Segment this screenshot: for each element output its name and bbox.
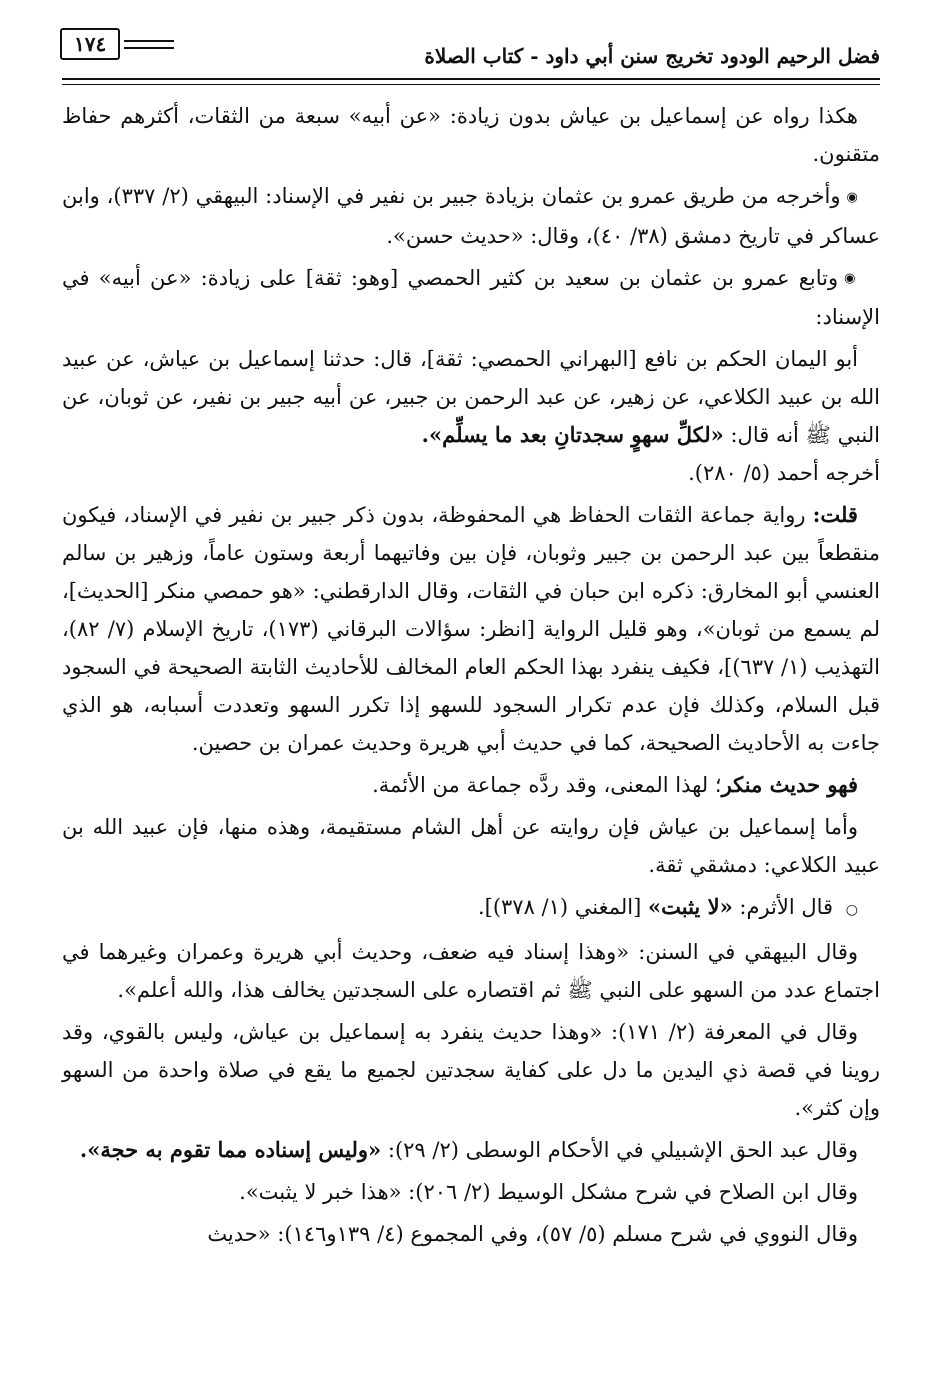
isnad-text: أبو اليمان الحكم بن نافع [البهراني الحمصي: ثقة]، قال: حدثنا إسماعيل بن عياش، عن عبيد الله بن عبيد الكلاعي، عن زهير، عن عبد الرحمن بن جبير، عن أبيه جبير بن نفير، عن ثوبان، عن النبي ﷺ أنه قال:	[62, 347, 880, 447]
paragraph-text: [المغني (١/ ٣٧٨)].	[477, 895, 642, 919]
paragraph: هكذا رواه عن إسماعيل بن عياش بدون زيادة: «عن أبيه» سبعة من الثقات، أكثرهم حفاظ متقنون.	[62, 104, 880, 166]
page-body	[62, 97, 880, 1253]
paragraph: وقال النووي في شرح مسلم (٥/ ٥٧)، وفي المجموع (٤/ ١٣٩و١٤٦): «حديث	[207, 1222, 858, 1246]
paragraph	[62, 766, 880, 804]
takhrij-text: أخرجه أحمد (٥/ ٢٨٠).	[688, 461, 880, 485]
paragraph-text: وتابع عمرو بن عثمان بن سعيد بن كثير الحمصي [وهو: ثقة] على زيادة: «عن أبيه» في الإسناد:	[62, 265, 880, 329]
paragraph	[62, 888, 880, 929]
paragraph-text: وأخرجه من طريق عمرو بن عثمان بزيادة جبير بن نفير في الإسناد: البيهقي (٢/ ٣٣٧)، وابن عساكر في تاريخ دمشق (٣٨/ ٤٠)، وقال: «حديث حسن».	[62, 184, 880, 248]
paragraph	[62, 496, 880, 762]
page-number: ١٧٤	[60, 28, 120, 60]
paragraph: وأما إسماعيل بن عياش فإن روايته عن أهل الشام مستقيمة، وهذه منها، فإن عبيد الله بن عبيد الكلاعي: دمشقي ثقة.	[62, 815, 880, 877]
paragraph: وقال البيهقي في السنن: «وهذا إسناد فيه ضعف، وحديث أبي هريرة وعمران وغيرهما في اجتماع عدد من السهو على النبي ﷺ ثم اقتصاره على السجدتين يخالف هذا، والله أعلم».	[62, 940, 880, 1002]
verdict-label: فهو حديث منكر	[721, 772, 858, 797]
page-number-rule	[124, 40, 174, 49]
page	[62, 32, 880, 1257]
page-number-box	[60, 28, 174, 60]
paragraph-text: رواية جماعة الثقات الحفاظ هي المحفوظة، بدون ذكر جبير بن نفير في الإسناد، فيكون منقطعاً بين عبد الرحمن بن جبير وثوبان، فإن بين وفاتيهما أربعة وستون عاماً، وزهير بن سالم العنسي أبو المخارق: ذكره ابن حبان في الثقات، وقال الدارقطني: «هو حمصي منكر [الحديث]، لم يسمع من ثوبان»، وهو قليل الرواية [انظر: سؤالات البرقاني (١٧٣)، تاريخ الإسلام (٧/ ٨٢)، التهذيب (١/ ٦٣٧)]، فكيف ينفرد بهذا الحكم العام المخالف للأحاديث الثابتة الصحيحة في السجود قبل السلام، وكذلك فإن عدم تكرار السجود للسهو إذا تكرر السهو وتعددت أسبابه، هو الذي جاءت به الأحاديث الصحيحة، كما في حديث أبي هريرة وحديث عمران بن حصين.	[62, 503, 880, 755]
running-title: فضل الرحيم الودود تخريج سنن أبي داود - كتاب الصلاة	[424, 44, 880, 68]
paragraph: وقال ابن الصلاح في شرح مشكل الوسيط (٢/ ٢٠٦): «هذا خبر لا يثبت».	[239, 1180, 858, 1204]
paragraph-text: قال الأثرم:	[739, 895, 834, 919]
header-divider	[62, 78, 880, 85]
paragraph	[62, 1131, 880, 1169]
quote-bold: «وليس إسناده مما تقوم به حجة».	[79, 1137, 382, 1162]
qultu-label: قلت:	[812, 502, 858, 527]
quote-bold: «لا يثبت»	[648, 894, 733, 919]
paragraph	[62, 340, 880, 492]
paragraph	[62, 259, 880, 337]
paragraph	[62, 177, 880, 255]
paragraph-text: وقال عبد الحق الإشبيلي في الأحكام الوسطى (٢/ ٢٩):	[387, 1138, 858, 1162]
hadith-matn: «لكلِّ سهوٍ سجدتانِ بعد ما يسلِّم».	[421, 422, 724, 447]
paragraph: وقال في المعرفة (٢/ ١٧١): «وهذا حديث ينفرد به إسماعيل بن عياش، وليس بالقوي، وقد روينا في قصة ذي اليدين ما دل على كفاية سجدتين لجميع ما يقع في صلاة واحدة من السهو وإن كثر».	[62, 1020, 880, 1120]
paragraph-text: ؛ لهذا المعنى، وقد ردَّه جماعة من الأئمة.	[372, 773, 722, 797]
page-header	[62, 32, 880, 72]
